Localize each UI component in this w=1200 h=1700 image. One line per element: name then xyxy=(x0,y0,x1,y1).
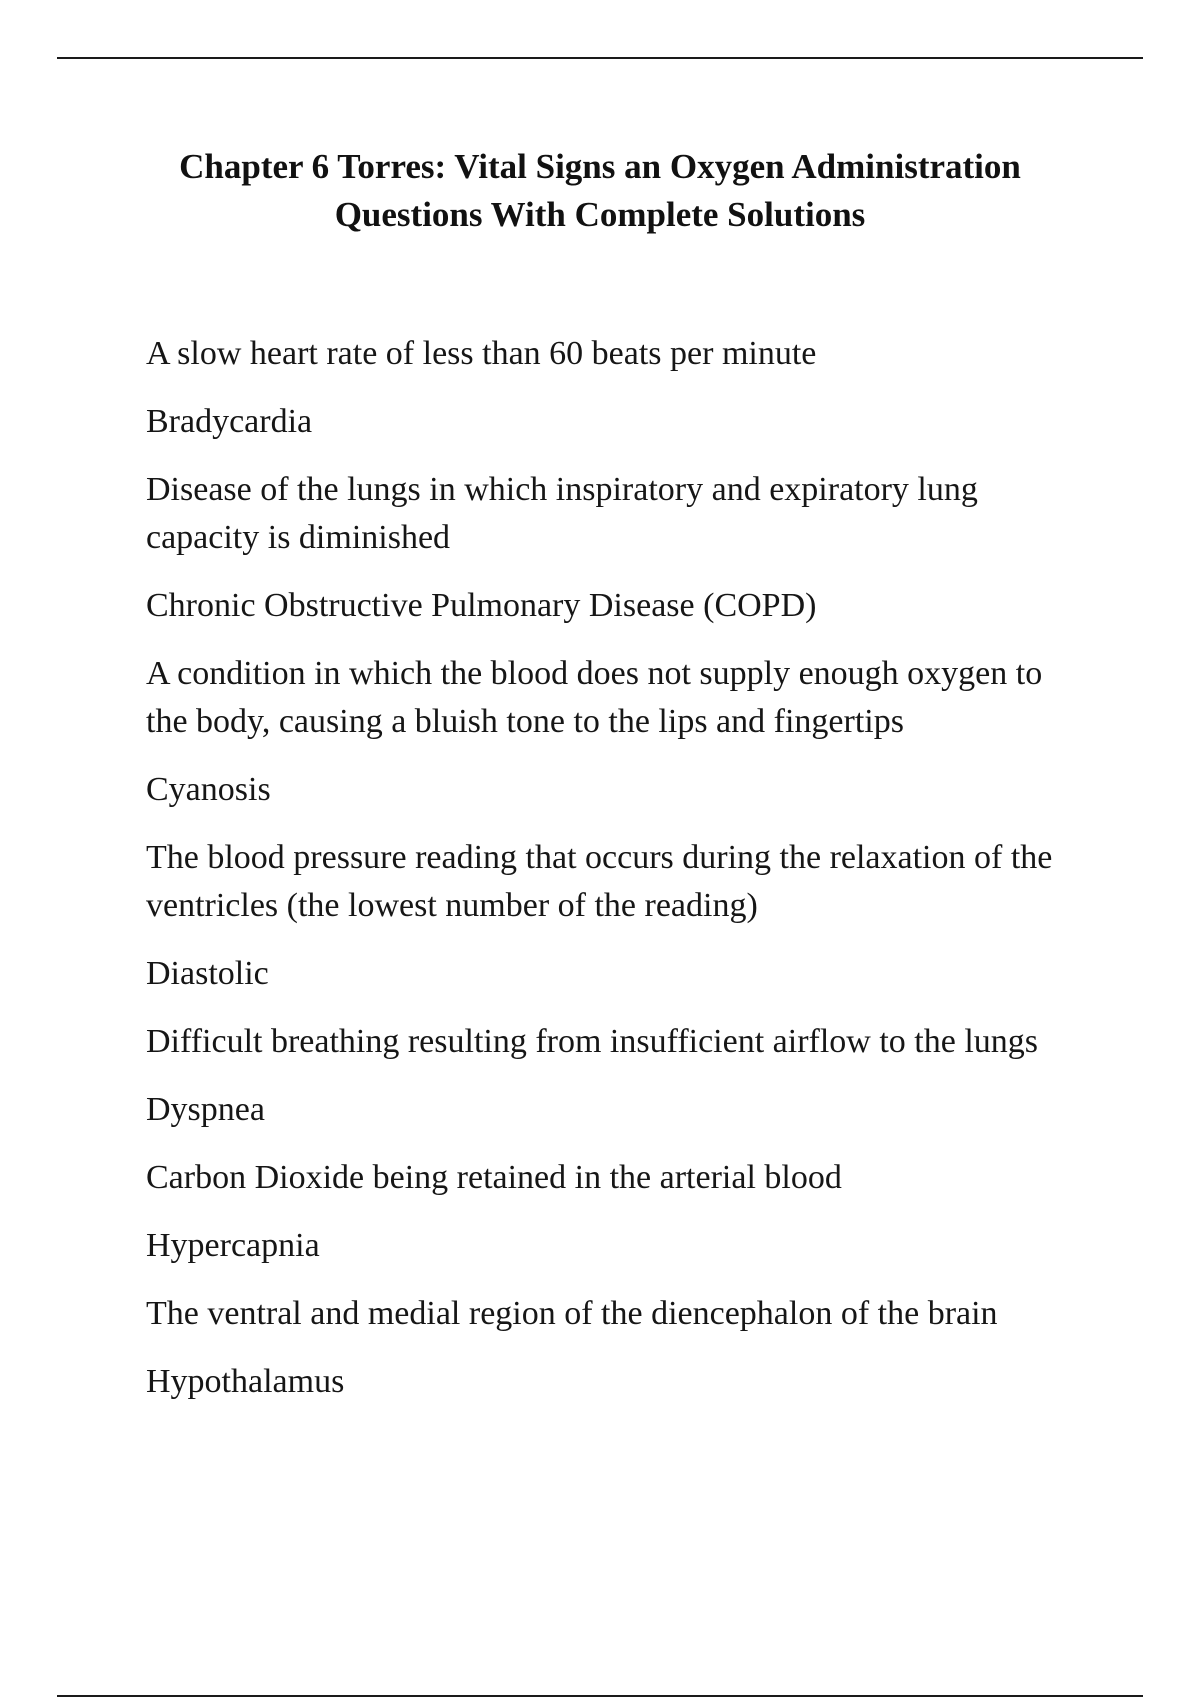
question-text: Carbon Dioxide being retained in the arterial blood xyxy=(146,1159,842,1196)
answer-text: Dyspnea xyxy=(146,1091,265,1128)
question-text: Difficult breathing resulting from insufficient airflow to the lungs xyxy=(146,1023,1039,1060)
answer-text: Chronic Obstructive Pulmonary Disease (COPD) xyxy=(146,587,817,624)
question-text: A slow heart rate of less than 60 beats per minute xyxy=(146,335,817,372)
title-line-2: Questions With Complete Solutions xyxy=(334,195,866,234)
question-text: The ventral and medial region of the diencephalon of the brain xyxy=(146,1295,998,1332)
qa-list xyxy=(146,330,1086,1426)
question-text: The blood pressure reading that occurs during the relaxation of the ventricles (the lowest number of the reading) xyxy=(146,839,1053,924)
bottom-rule xyxy=(57,1695,1143,1697)
answer-text: Cyanosis xyxy=(146,771,271,808)
document-title xyxy=(100,143,1100,239)
answer-text: Bradycardia xyxy=(146,403,313,440)
answer-text: Hypercapnia xyxy=(146,1227,320,1264)
title-line-1: Chapter 6 Torres: Vital Signs an Oxygen Administration xyxy=(179,147,1021,186)
answer-text: Diastolic xyxy=(146,955,269,992)
top-rule xyxy=(57,57,1143,59)
question-text: A condition in which the blood does not supply enough oxygen to the body, causing a bluish tone to the lips and fingertips xyxy=(146,655,1043,740)
question-text: Disease of the lungs in which inspiratory and expiratory lung capacity is diminished xyxy=(146,471,978,556)
answer-text: Hypothalamus xyxy=(146,1363,345,1400)
